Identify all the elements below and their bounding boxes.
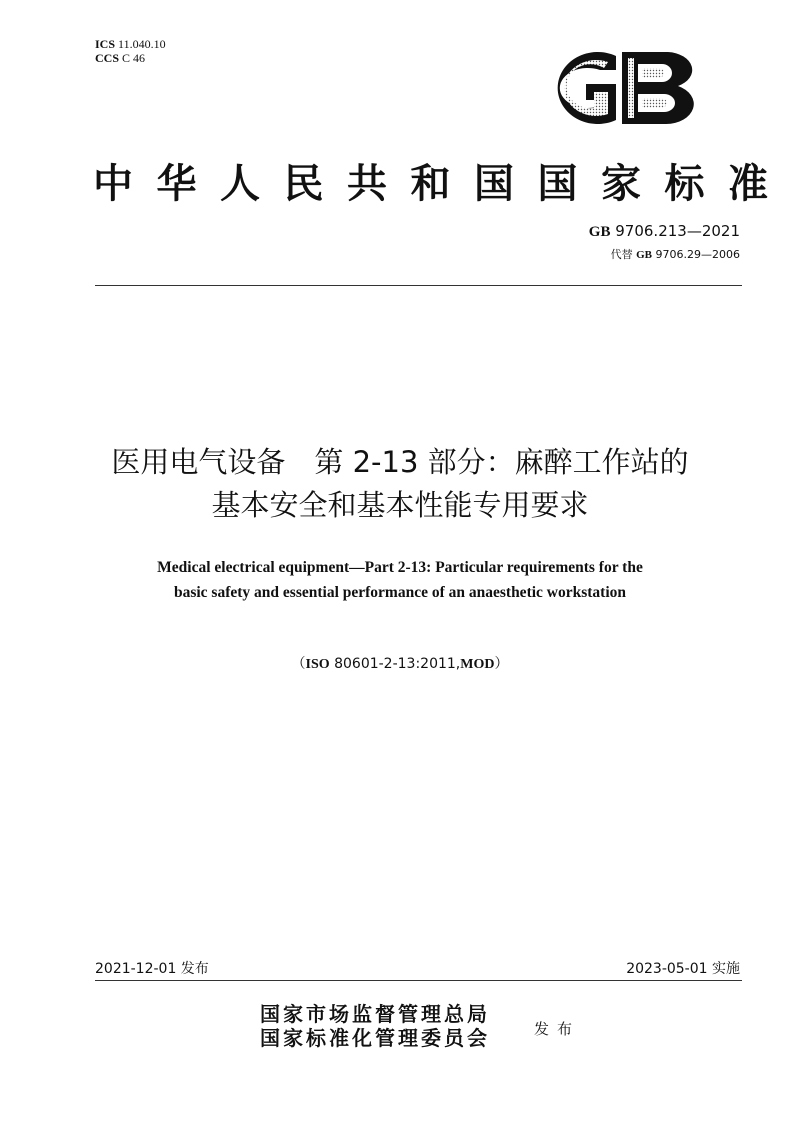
iso-mod: MOD (460, 657, 495, 672)
chinese-title-line1: 医用电气设备 第 2-13 部分：麻醉工作站的 (111, 445, 689, 479)
footer-divider (95, 980, 742, 981)
classification-codes (95, 37, 166, 65)
implementation-date: 2023-05-01 实施 (626, 961, 740, 977)
ics-label: ICS (95, 37, 116, 51)
chinese-title (0, 441, 800, 527)
english-title-line2: basic safety and essential performance of an anaesthetic workstation (173, 584, 627, 601)
publisher-samr: 国家市场监督管理总局 (260, 1002, 490, 1026)
publisher-sac: 国家标准化管理委员会 (260, 1026, 490, 1050)
standard-number-value: 9706.213—2021 (615, 222, 740, 240)
ccs-value: C 46 (122, 51, 146, 65)
iso-reference (0, 653, 800, 673)
issue-date: 2021-12-01 发布 (95, 961, 209, 977)
iso-close: ） (494, 656, 509, 672)
ccs-label: CCS (95, 51, 120, 65)
gb-logo (538, 48, 703, 128)
replaces-standard (611, 246, 740, 262)
iso-prefix: ISO (305, 657, 330, 672)
english-title-line1: Medical electrical equipment—Part 2-13: Particular requirements for the (157, 559, 643, 576)
standard-prefix: GB (588, 224, 611, 240)
replaces-prefix: GB (636, 249, 653, 261)
iso-open: （ (291, 656, 306, 672)
replaces-label: 代替 (610, 248, 633, 261)
header-divider (95, 285, 742, 286)
publishers (260, 1002, 490, 1050)
chinese-title-line2: 基本安全和基本性能专用要求 (211, 488, 589, 522)
standard-number (589, 222, 740, 241)
national-standard-title: 中华人民共和国国家标准 (93, 160, 792, 207)
ics-value: 11.040.10 (118, 37, 166, 51)
iso-ref: 80601-2-13:2011, (329, 656, 461, 672)
english-title (0, 555, 800, 605)
replaces-number: 9706.29—2006 (655, 248, 740, 261)
publish-word: 发布 (534, 1020, 581, 1038)
